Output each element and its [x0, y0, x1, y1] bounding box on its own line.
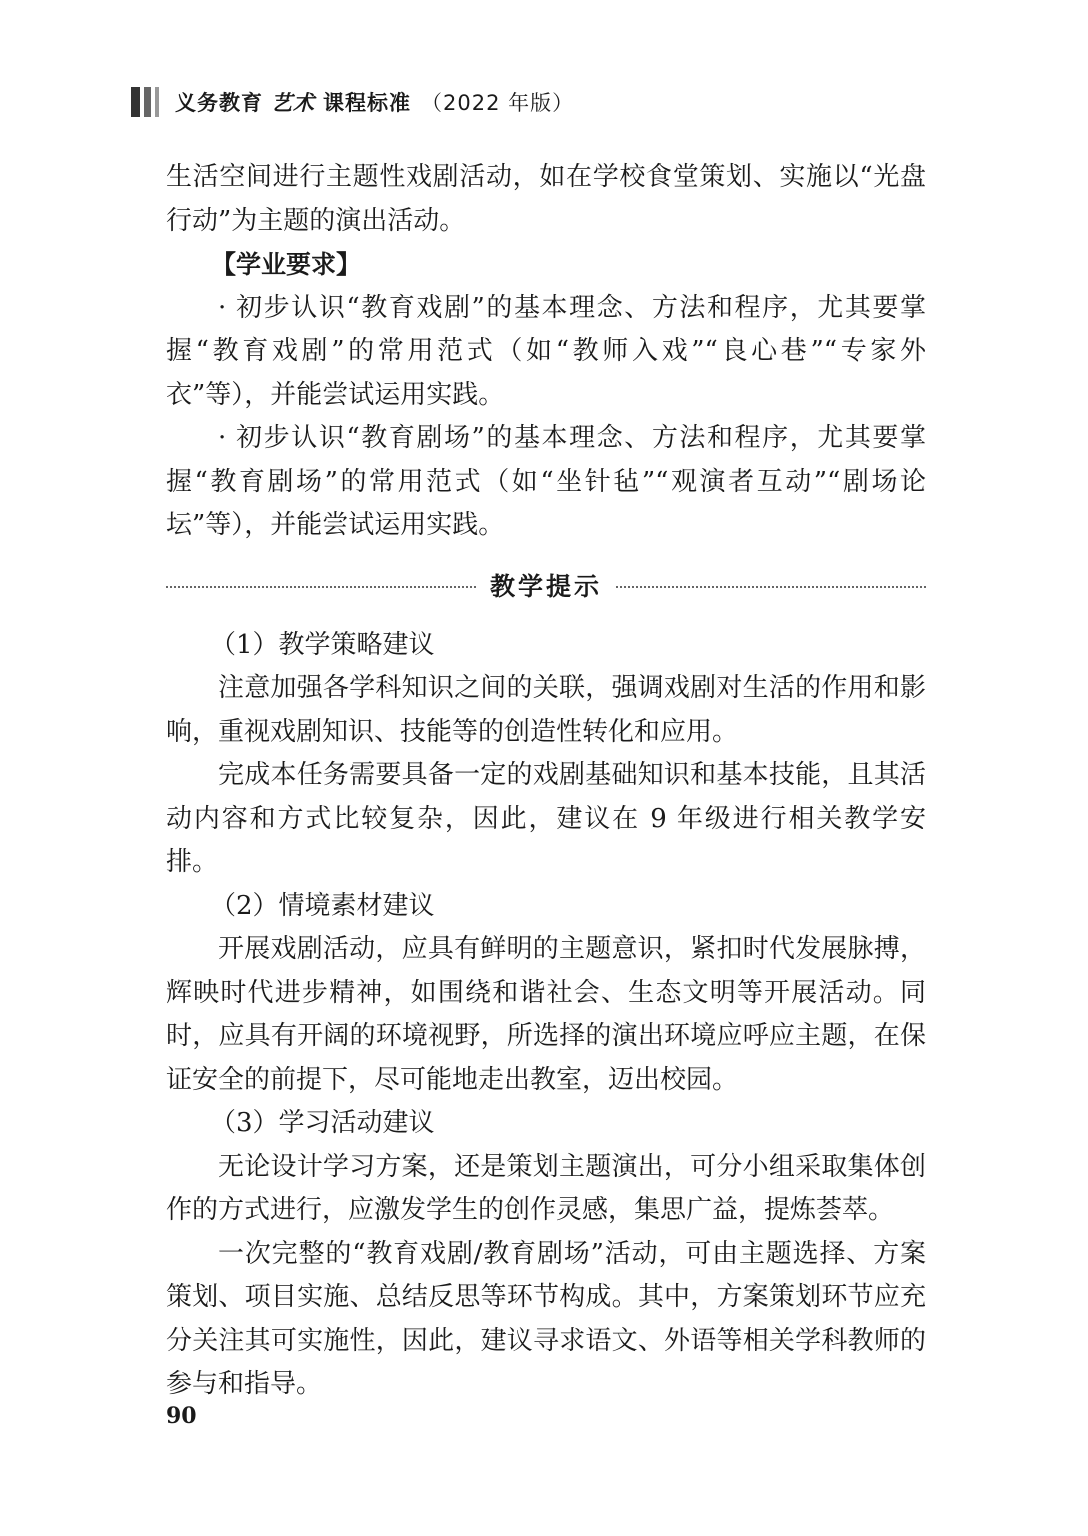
body-paragraph: 无论设计学习方案，还是策划主题演出，可分小组采取集体创作的方式进行，应激发学生的创作灵感，集思广益，提炼荟萃。 — [166, 1151, 926, 1225]
dotted-rule-right — [616, 586, 926, 588]
section-heading-materials: （2）情境素材建议 — [210, 890, 435, 921]
running-head-bars-icon — [131, 87, 163, 117]
requirement-item: · 初步认识“教育戏剧”的基本理念、方法和程序，尤其要掌握“教育戏剧”的常用范式（如“教师入戏”“良心巷”“专家外衣”等），并能尝试运用实践。 — [166, 292, 926, 410]
section-heading-activities: （3）学习活动建议 — [210, 1108, 435, 1138]
running-head-edition: （2022 年版） — [421, 91, 575, 115]
page-number: 90 — [166, 1403, 197, 1429]
running-head-subject: 艺术 — [271, 90, 315, 115]
teaching-tips-divider — [166, 562, 926, 612]
body-paragraph: 注意加强各学科知识之间的关联，强调戏剧对生活的作用和影响，重视戏剧知识、技能等的创造性转化和应用。 — [166, 673, 926, 747]
running-head-suffix: 课程标准 — [323, 91, 411, 115]
body-paragraph: 一次完整的“教育戏剧/教育剧场”活动，可由主题选择、方案策划、项目实施、总结反思等环节构成。其中，方案策划环节应充分关注其可实施性，因此，建议寻求语文、外语等相关学科教师的参与和指导。 — [166, 1238, 926, 1399]
page-body — [166, 156, 926, 1407]
section-heading-strategy: （1）教学策略建议 — [210, 629, 435, 660]
running-head — [131, 84, 574, 120]
requirements-heading: 【学业要求】 — [211, 250, 362, 279]
continued-paragraph: 生活空间进行主题性戏剧活动，如在学校食堂策划、实施以“光盘行动”为主题的演出活动。 — [166, 162, 926, 236]
teaching-tips-title: 教学提示 — [490, 571, 603, 601]
body-paragraph: 开展戏剧活动，应具有鲜明的主题意识，紧扣时代发展脉搏，辉映时代进步精神，如围绕和谐社会、生态文明等开展活动。同时，应具有开阔的环境视野，所选择的演出环境应呼应主题，在保证安全的前提下，尽可能地走出教室，迈出校园。 — [166, 934, 926, 1095]
body-paragraph: 完成本任务需要具备一定的戏剧基础知识和基本技能，且其活动内容和方式比较复杂，因此，建议在 9 年级进行相关教学安排。 — [166, 760, 926, 877]
dotted-rule-left — [166, 586, 476, 588]
requirement-item: · 初步认识“教育剧场”的基本理念、方法和程序，尤其要掌握“教育剧场”的常用范式（如“坐针毡”“观演者互动”“剧场论坛”等），并能尝试运用实践。 — [166, 423, 926, 540]
running-head-prefix: 义务教育 — [175, 91, 263, 115]
